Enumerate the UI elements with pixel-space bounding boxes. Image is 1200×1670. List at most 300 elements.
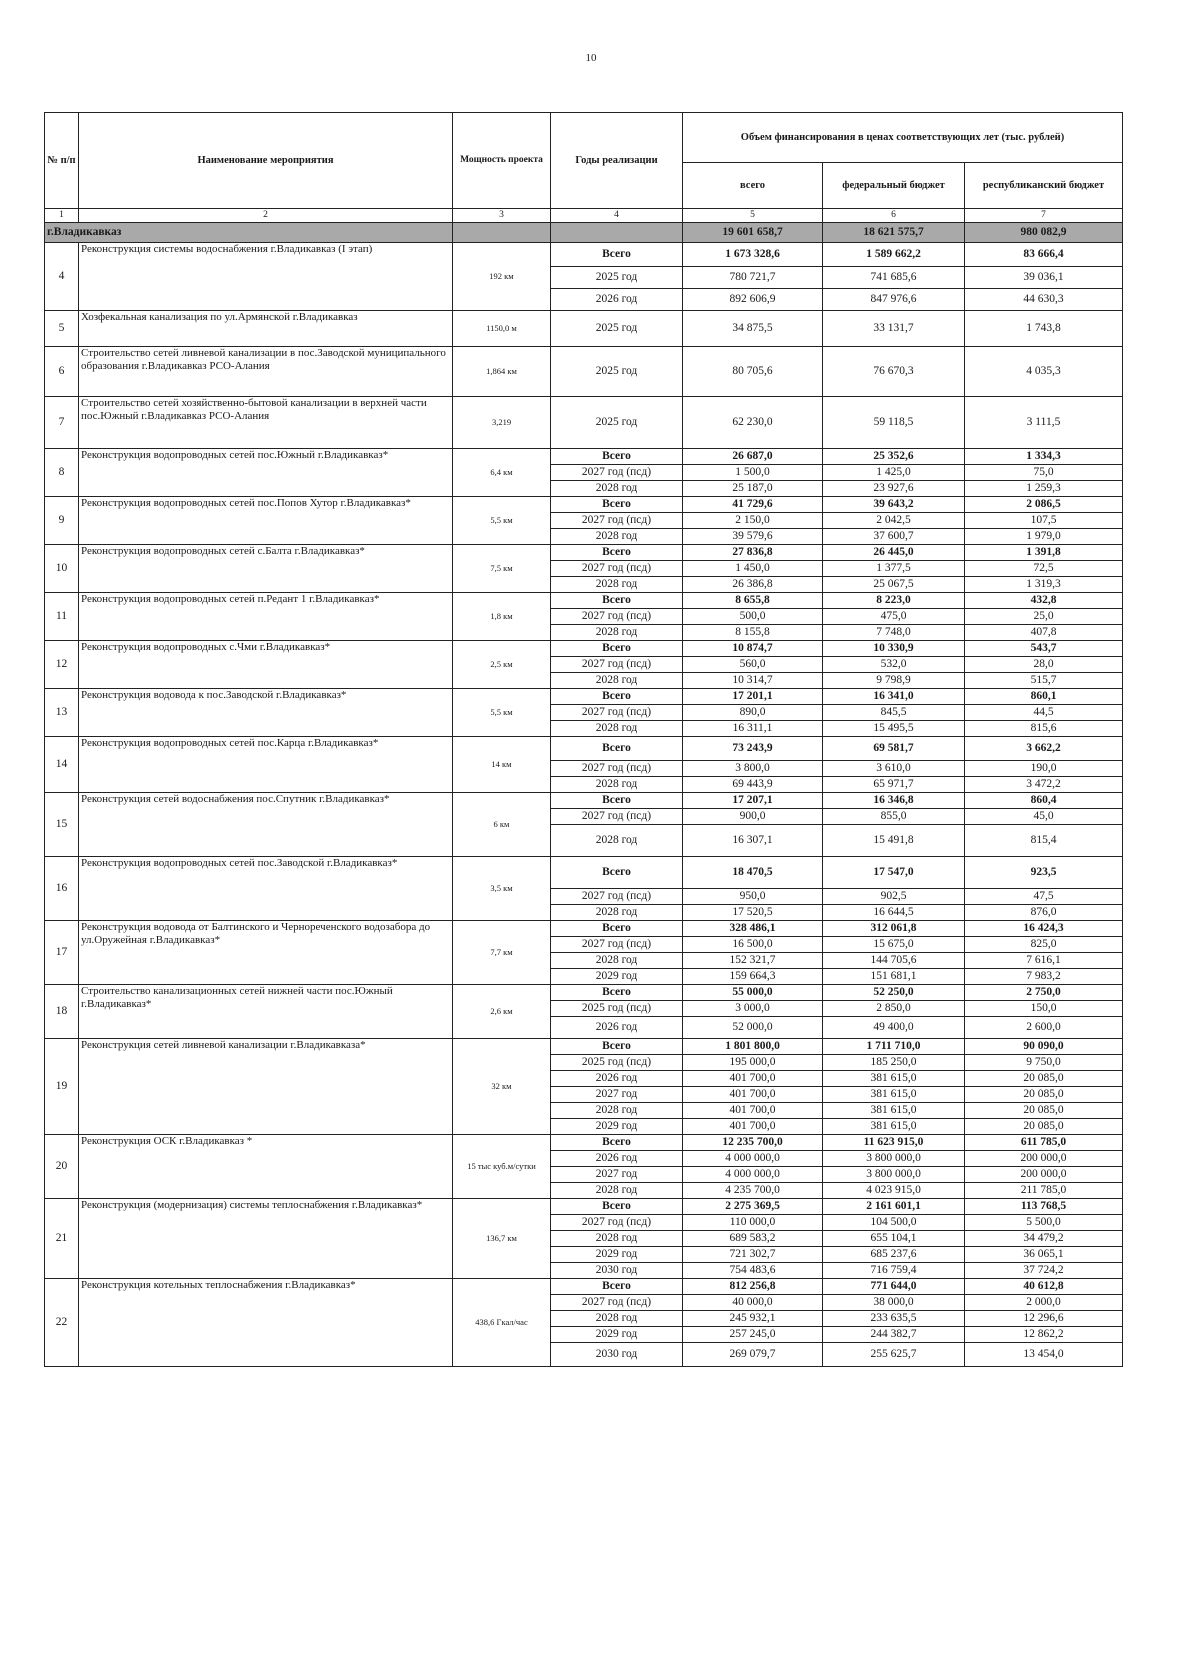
year-cell: 2028 год	[551, 529, 683, 545]
total-cell: 34 875,5	[683, 311, 823, 347]
federal-cell: 855,0	[823, 809, 965, 825]
project-capacity: 5,5 км	[453, 497, 551, 545]
project-capacity: 3,219	[453, 397, 551, 449]
header-total: всего	[683, 163, 823, 209]
table-row	[45, 689, 1123, 705]
federal-cell: 7 748,0	[823, 625, 965, 641]
year-cell: 2029 год	[551, 1327, 683, 1343]
total-cell: 812 256,8	[683, 1279, 823, 1295]
year-cell: 2028 год	[551, 577, 683, 593]
year-cell: 2025 год	[551, 267, 683, 289]
federal-cell: 69 581,7	[823, 737, 965, 761]
year-cell: 2028 год	[551, 905, 683, 921]
column-number: 5	[683, 209, 823, 223]
project-number: 15	[45, 793, 79, 857]
city-total: 19 601 658,7	[683, 223, 823, 243]
republic-cell: 1 334,3	[965, 449, 1123, 465]
project-capacity: 192 км	[453, 243, 551, 311]
federal-cell: 49 400,0	[823, 1017, 965, 1039]
table-row	[45, 347, 1123, 397]
republic-cell: 923,5	[965, 857, 1123, 889]
total-cell: 62 230,0	[683, 397, 823, 449]
republic-cell: 36 065,1	[965, 1247, 1123, 1263]
project-number: 17	[45, 921, 79, 985]
republic-cell: 1 319,3	[965, 577, 1123, 593]
republic-cell: 407,8	[965, 625, 1123, 641]
project-name: Строительство канализационных сетей нижней части пос.Южный г.Владикавказ*	[79, 985, 453, 1039]
federal-cell: 38 000,0	[823, 1295, 965, 1311]
city-name: г.Владикавказ	[45, 223, 453, 243]
republic-cell: 90 090,0	[965, 1039, 1123, 1055]
project-name: Реконструкция водопроводных сетей п.Редант 1 г.Владикавказ*	[79, 593, 453, 641]
year-cell: 2028 год	[551, 777, 683, 793]
year-cell: 2027 год (псд)	[551, 937, 683, 953]
column-number: 4	[551, 209, 683, 223]
federal-cell: 8 223,0	[823, 593, 965, 609]
year-cell: 2028 год	[551, 1103, 683, 1119]
republic-cell: 72,5	[965, 561, 1123, 577]
table-row	[45, 793, 1123, 809]
city-years	[551, 223, 683, 243]
federal-cell: 15 495,5	[823, 721, 965, 737]
year-cell: 2027 год (псд)	[551, 465, 683, 481]
total-cell: 16 311,1	[683, 721, 823, 737]
total-cell: 18 470,5	[683, 857, 823, 889]
republic-cell: 815,4	[965, 825, 1123, 857]
federal-cell: 1 711 710,0	[823, 1039, 965, 1055]
total-cell: 26 687,0	[683, 449, 823, 465]
project-name: Реконструкция водопроводных сетей пос.Заводской г.Владикавказ*	[79, 857, 453, 921]
republic-cell: 3 662,2	[965, 737, 1123, 761]
table-row	[45, 397, 1123, 449]
total-cell: 269 079,7	[683, 1343, 823, 1367]
republic-cell: 13 454,0	[965, 1343, 1123, 1367]
republic-cell: 75,0	[965, 465, 1123, 481]
federal-cell: 2 042,5	[823, 513, 965, 529]
republic-cell: 37 724,2	[965, 1263, 1123, 1279]
federal-cell: 151 681,1	[823, 969, 965, 985]
republic-cell: 7 616,1	[965, 953, 1123, 969]
table-row	[45, 243, 1123, 267]
table-row	[45, 449, 1123, 465]
republic-cell: 1 391,8	[965, 545, 1123, 561]
year-cell: Всего	[551, 593, 683, 609]
federal-cell: 23 927,6	[823, 481, 965, 497]
total-cell: 152 321,7	[683, 953, 823, 969]
project-number: 10	[45, 545, 79, 593]
total-cell: 41 729,6	[683, 497, 823, 513]
federal-cell: 381 615,0	[823, 1087, 965, 1103]
year-cell: Всего	[551, 1199, 683, 1215]
total-cell: 2 150,0	[683, 513, 823, 529]
total-cell: 245 932,1	[683, 1311, 823, 1327]
federal-cell: 2 850,0	[823, 1001, 965, 1017]
total-cell: 4 000 000,0	[683, 1151, 823, 1167]
republic-cell: 20 085,0	[965, 1119, 1123, 1135]
republic-cell: 12 296,6	[965, 1311, 1123, 1327]
year-cell: Всего	[551, 737, 683, 761]
year-cell: 2027 год (псд)	[551, 809, 683, 825]
republic-cell: 825,0	[965, 937, 1123, 953]
year-cell: Всего	[551, 921, 683, 937]
total-cell: 80 705,6	[683, 347, 823, 397]
table-row	[45, 1039, 1123, 1055]
republic-cell: 107,5	[965, 513, 1123, 529]
federal-cell: 15 491,8	[823, 825, 965, 857]
project-number: 12	[45, 641, 79, 689]
city-federal: 18 621 575,7	[823, 223, 965, 243]
project-capacity: 2,6 км	[453, 985, 551, 1039]
federal-cell: 685 237,6	[823, 1247, 965, 1263]
republic-cell: 543,7	[965, 641, 1123, 657]
total-cell: 1 500,0	[683, 465, 823, 481]
project-name: Реконструкция водопроводных сетей пос.Попов Хутор г.Владикавказ*	[79, 497, 453, 545]
republic-cell: 190,0	[965, 761, 1123, 777]
republic-cell: 113 768,5	[965, 1199, 1123, 1215]
federal-cell: 244 382,7	[823, 1327, 965, 1343]
republic-cell: 20 085,0	[965, 1103, 1123, 1119]
republic-cell: 28,0	[965, 657, 1123, 673]
republic-cell: 2 750,0	[965, 985, 1123, 1001]
total-cell: 27 836,8	[683, 545, 823, 561]
federal-cell: 255 625,7	[823, 1343, 965, 1367]
federal-cell: 1 425,0	[823, 465, 965, 481]
table-row	[45, 545, 1123, 561]
total-cell: 4 000 000,0	[683, 1167, 823, 1183]
year-cell: Всего	[551, 1279, 683, 1295]
table-row	[45, 641, 1123, 657]
total-cell: 17 520,5	[683, 905, 823, 921]
federal-cell: 52 250,0	[823, 985, 965, 1001]
column-number: 2	[79, 209, 453, 223]
year-cell: Всего	[551, 985, 683, 1001]
republic-cell: 40 612,8	[965, 1279, 1123, 1295]
republic-cell: 20 085,0	[965, 1087, 1123, 1103]
year-cell: 2029 год	[551, 1119, 683, 1135]
republic-cell: 150,0	[965, 1001, 1123, 1017]
total-cell: 55 000,0	[683, 985, 823, 1001]
republic-cell: 611 785,0	[965, 1135, 1123, 1151]
year-cell: 2025 год	[551, 397, 683, 449]
year-cell: 2027 год (псд)	[551, 1215, 683, 1231]
year-cell: 2027 год	[551, 1087, 683, 1103]
project-number: 22	[45, 1279, 79, 1367]
year-cell: 2028 год	[551, 721, 683, 737]
total-cell: 52 000,0	[683, 1017, 823, 1039]
federal-cell: 26 445,0	[823, 545, 965, 561]
federal-cell: 59 118,5	[823, 397, 965, 449]
republic-cell: 432,8	[965, 593, 1123, 609]
total-cell: 890,0	[683, 705, 823, 721]
republic-cell: 200 000,0	[965, 1167, 1123, 1183]
federal-cell: 1 377,5	[823, 561, 965, 577]
federal-cell: 16 341,0	[823, 689, 965, 705]
republic-cell: 7 983,2	[965, 969, 1123, 985]
year-cell: 2028 год	[551, 481, 683, 497]
table-row	[45, 497, 1123, 513]
year-cell: 2027 год (псд)	[551, 1295, 683, 1311]
republic-cell: 815,6	[965, 721, 1123, 737]
year-cell: Всего	[551, 1135, 683, 1151]
republic-cell: 25,0	[965, 609, 1123, 625]
republic-cell: 876,0	[965, 905, 1123, 921]
total-cell: 69 443,9	[683, 777, 823, 793]
total-cell: 8 655,8	[683, 593, 823, 609]
project-name: Реконструкция водопроводных сетей пос.Карца г.Владикавказ*	[79, 737, 453, 793]
table-row	[45, 1199, 1123, 1215]
year-cell: 2027 год (псд)	[551, 609, 683, 625]
project-name: Строительство сетей хозяйственно-бытовой канализации в верхней части пос.Южный г.Владикавказ РСО-Алания	[79, 397, 453, 449]
header-federal: федеральный бюджет	[823, 163, 965, 209]
federal-cell: 185 250,0	[823, 1055, 965, 1071]
republic-cell: 16 424,3	[965, 921, 1123, 937]
table-row	[45, 985, 1123, 1001]
total-cell: 25 187,0	[683, 481, 823, 497]
project-number: 19	[45, 1039, 79, 1135]
federal-cell: 233 635,5	[823, 1311, 965, 1327]
federal-cell: 1 589 662,2	[823, 243, 965, 267]
header-num: № п/п	[45, 113, 79, 209]
year-cell: 2027 год	[551, 1167, 683, 1183]
header-republic: республиканский бюджет	[965, 163, 1123, 209]
republic-cell: 515,7	[965, 673, 1123, 689]
federal-cell: 381 615,0	[823, 1119, 965, 1135]
table-row	[45, 857, 1123, 889]
year-cell: Всего	[551, 449, 683, 465]
total-cell: 17 207,1	[683, 793, 823, 809]
republic-cell: 860,4	[965, 793, 1123, 809]
total-cell: 900,0	[683, 809, 823, 825]
project-name: Реконструкция водопроводных сетей пос.Южный г.Владикавказ*	[79, 449, 453, 497]
project-capacity: 136,7 км	[453, 1199, 551, 1279]
federal-cell: 4 023 915,0	[823, 1183, 965, 1199]
year-cell: 2026 год	[551, 1071, 683, 1087]
republic-cell: 2 086,5	[965, 497, 1123, 513]
year-cell: 2028 год	[551, 673, 683, 689]
year-cell: 2030 год	[551, 1343, 683, 1367]
project-name: Реконструкция котельных теплоснабжения г.Владикавказ*	[79, 1279, 453, 1367]
project-capacity: 32 км	[453, 1039, 551, 1135]
republic-cell: 860,1	[965, 689, 1123, 705]
project-name: Строительство сетей ливневой канализации в пос.Заводской муниципального образования г.Владикавказ РСО-Алания	[79, 347, 453, 397]
federal-cell: 39 643,2	[823, 497, 965, 513]
federal-cell: 845,5	[823, 705, 965, 721]
year-cell: 2025 год (псд)	[551, 1001, 683, 1017]
total-cell: 754 483,6	[683, 1263, 823, 1279]
project-number: 6	[45, 347, 79, 397]
year-cell: 2025 год	[551, 347, 683, 397]
total-cell: 4 235 700,0	[683, 1183, 823, 1199]
total-cell: 2 275 369,5	[683, 1199, 823, 1215]
federal-cell: 3 800 000,0	[823, 1151, 965, 1167]
federal-cell: 3 610,0	[823, 761, 965, 777]
total-cell: 1 450,0	[683, 561, 823, 577]
year-cell: Всего	[551, 1039, 683, 1055]
project-name: Реконструкция водопроводных сетей с.Балта г.Владикавказ*	[79, 545, 453, 593]
page-number: 10	[585, 52, 597, 64]
federal-cell: 902,5	[823, 889, 965, 905]
project-capacity: 3,5 км	[453, 857, 551, 921]
federal-cell: 532,0	[823, 657, 965, 673]
federal-cell: 10 330,9	[823, 641, 965, 657]
table-row	[45, 737, 1123, 761]
header-years: Годы реализации	[551, 113, 683, 209]
total-cell: 3 800,0	[683, 761, 823, 777]
total-cell: 257 245,0	[683, 1327, 823, 1343]
federal-cell: 3 800 000,0	[823, 1167, 965, 1183]
total-cell: 328 486,1	[683, 921, 823, 937]
year-cell: 2025 год (псд)	[551, 1055, 683, 1071]
table-row	[45, 1135, 1123, 1151]
total-cell: 401 700,0	[683, 1103, 823, 1119]
total-cell: 3 000,0	[683, 1001, 823, 1017]
republic-cell: 2 600,0	[965, 1017, 1123, 1039]
year-cell: 2028 год	[551, 1183, 683, 1199]
project-number: 21	[45, 1199, 79, 1279]
year-cell: 2025 год	[551, 311, 683, 347]
total-cell: 195 000,0	[683, 1055, 823, 1071]
total-cell: 110 000,0	[683, 1215, 823, 1231]
project-capacity: 2,5 км	[453, 641, 551, 689]
federal-cell: 15 675,0	[823, 937, 965, 953]
total-cell: 10 874,7	[683, 641, 823, 657]
table-row	[45, 593, 1123, 609]
total-cell: 950,0	[683, 889, 823, 905]
funding-table	[44, 112, 1123, 1367]
project-number: 7	[45, 397, 79, 449]
total-cell: 560,0	[683, 657, 823, 673]
total-cell: 401 700,0	[683, 1071, 823, 1087]
project-capacity: 438,6 Гкал/час	[453, 1279, 551, 1367]
total-cell: 721 302,7	[683, 1247, 823, 1263]
project-capacity: 14 км	[453, 737, 551, 793]
federal-cell: 716 759,4	[823, 1263, 965, 1279]
total-cell: 892 606,9	[683, 289, 823, 311]
project-number: 13	[45, 689, 79, 737]
year-cell: 2028 год	[551, 953, 683, 969]
total-cell: 26 386,8	[683, 577, 823, 593]
federal-cell: 65 971,7	[823, 777, 965, 793]
project-number: 18	[45, 985, 79, 1039]
project-name: Реконструкция сетей ливневой канализации г.Владикавказа*	[79, 1039, 453, 1135]
republic-cell: 47,5	[965, 889, 1123, 905]
republic-cell: 211 785,0	[965, 1183, 1123, 1199]
total-cell: 12 235 700,0	[683, 1135, 823, 1151]
year-cell: 2027 год (псд)	[551, 889, 683, 905]
project-name: Реконструкция сетей водоснабжения пос.Спутник г.Владикавказ*	[79, 793, 453, 857]
project-name: Реконструкция (модернизация) системы теплоснабжения г.Владикавказ*	[79, 1199, 453, 1279]
year-cell: 2030 год	[551, 1263, 683, 1279]
year-cell: 2026 год	[551, 289, 683, 311]
federal-cell: 25 352,6	[823, 449, 965, 465]
year-cell: Всего	[551, 641, 683, 657]
federal-cell: 475,0	[823, 609, 965, 625]
republic-cell: 4 035,3	[965, 347, 1123, 397]
table-row	[45, 921, 1123, 937]
federal-cell: 144 705,6	[823, 953, 965, 969]
total-cell: 500,0	[683, 609, 823, 625]
republic-cell: 44 630,3	[965, 289, 1123, 311]
federal-cell: 16 346,8	[823, 793, 965, 809]
federal-cell: 16 644,5	[823, 905, 965, 921]
project-capacity: 1150,0 м	[453, 311, 551, 347]
total-cell: 10 314,7	[683, 673, 823, 689]
project-number: 14	[45, 737, 79, 793]
republic-cell: 20 085,0	[965, 1071, 1123, 1087]
republic-cell: 1 743,8	[965, 311, 1123, 347]
federal-cell: 104 500,0	[823, 1215, 965, 1231]
republic-cell: 2 000,0	[965, 1295, 1123, 1311]
column-number: 7	[965, 209, 1123, 223]
total-cell: 401 700,0	[683, 1087, 823, 1103]
total-cell: 17 201,1	[683, 689, 823, 705]
project-capacity: 5,5 км	[453, 689, 551, 737]
project-number: 11	[45, 593, 79, 641]
federal-cell: 9 798,9	[823, 673, 965, 689]
federal-cell: 655 104,1	[823, 1231, 965, 1247]
year-cell: 2029 год	[551, 1247, 683, 1263]
year-cell: Всего	[551, 793, 683, 809]
year-cell: 2028 год	[551, 625, 683, 641]
project-name: Реконструкция водовода к пос.Заводской г.Владикавказ*	[79, 689, 453, 737]
total-cell: 1 801 800,0	[683, 1039, 823, 1055]
federal-cell: 17 547,0	[823, 857, 965, 889]
year-cell: Всего	[551, 545, 683, 561]
total-cell: 16 307,1	[683, 825, 823, 857]
total-cell: 8 155,8	[683, 625, 823, 641]
federal-cell: 847 976,6	[823, 289, 965, 311]
year-cell: 2028 год	[551, 825, 683, 857]
project-capacity: 15 тыс куб.м/сутки	[453, 1135, 551, 1199]
republic-cell: 45,0	[965, 809, 1123, 825]
column-number: 3	[453, 209, 551, 223]
year-cell: 2026 год	[551, 1151, 683, 1167]
project-name: Хозфекальная канализация по ул.Армянской г.Владикавказ	[79, 311, 453, 347]
header-funding: Объем финансирования в ценах соответствующих лет (тыс. рублей)	[683, 113, 1123, 163]
republic-cell: 5 500,0	[965, 1215, 1123, 1231]
year-cell: 2028 год	[551, 1231, 683, 1247]
project-name: Реконструкция водопроводных с.Чми г.Владикавказ*	[79, 641, 453, 689]
federal-cell: 381 615,0	[823, 1103, 965, 1119]
project-name: Реконструкция системы водоснабжения г.Владикавказ (I этап)	[79, 243, 453, 311]
year-cell: 2026 год	[551, 1017, 683, 1039]
project-capacity: 7,7 км	[453, 921, 551, 985]
total-cell: 73 243,9	[683, 737, 823, 761]
republic-cell: 12 862,2	[965, 1327, 1123, 1343]
project-capacity: 1,864 км	[453, 347, 551, 397]
project-capacity: 6,4 км	[453, 449, 551, 497]
year-cell: Всего	[551, 243, 683, 267]
total-cell: 1 673 328,6	[683, 243, 823, 267]
federal-cell: 33 131,7	[823, 311, 965, 347]
total-cell: 689 583,2	[683, 1231, 823, 1247]
project-capacity: 7,5 км	[453, 545, 551, 593]
total-cell: 39 579,6	[683, 529, 823, 545]
project-number: 20	[45, 1135, 79, 1199]
republic-cell: 1 979,0	[965, 529, 1123, 545]
project-capacity: 6 км	[453, 793, 551, 857]
year-cell: 2027 год (псд)	[551, 561, 683, 577]
republic-cell: 200 000,0	[965, 1151, 1123, 1167]
total-cell: 159 664,3	[683, 969, 823, 985]
column-number: 1	[45, 209, 79, 223]
column-number: 6	[823, 209, 965, 223]
year-cell: Всего	[551, 497, 683, 513]
year-cell: 2027 год (псд)	[551, 657, 683, 673]
federal-cell: 381 615,0	[823, 1071, 965, 1087]
federal-cell: 25 067,5	[823, 577, 965, 593]
project-number: 9	[45, 497, 79, 545]
